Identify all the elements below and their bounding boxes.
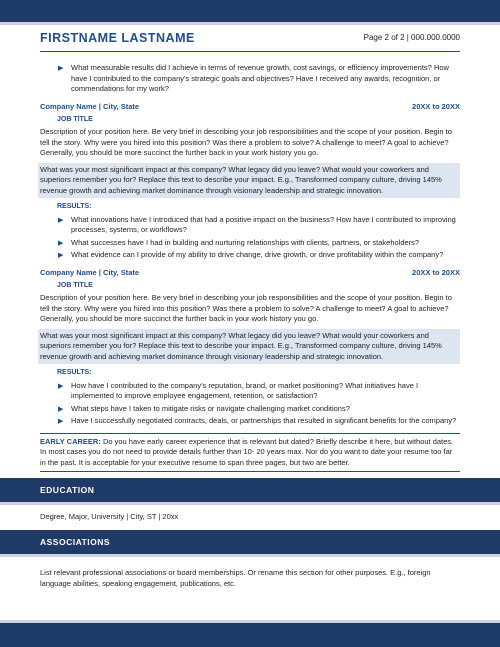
bullet-text: What successes have I had in building and nurturing relationships with clients, partners, or stakeholders?	[71, 237, 420, 247]
results-list	[40, 215, 460, 261]
job-description: Description of your position here. Be very brief in describing your job responsibilities and the scope of your position. Begin to tell the story. Why were you hired into this position? Was there a problem to solve? A challenge to meet? A goal to achieve? Generally, you should be more succinct the further back in your work history you go.	[40, 293, 452, 323]
triangle-bullet-icon: ▶	[58, 239, 64, 247]
job-dates: 20XX to 20XX	[412, 267, 460, 277]
bullet-text: How have I contributed to the company's reputation, brand, or market positioning? What initiatives have I implemented to improve employee engagement, retention, or satisfaction?	[71, 380, 419, 400]
candidate-name: FIRSTNAME LASTNAME	[40, 31, 195, 45]
top-accent-line	[0, 22, 500, 25]
bullet-text: Have I successfully negotiated contracts, deals, or partnerships that resulted in significant benefits for the company?	[71, 416, 457, 425]
page-info: Page 2 of 2 | 000.000.0000	[363, 33, 460, 42]
bullet-text: What measurable results did I achieve in terms of revenue growth, cost savings, or efficiency improvements? How have I contributed to the company's strategic goals and objectives? Have I received any awards, recognition, or commendations for my work?	[71, 63, 449, 93]
experience-section	[40, 63, 460, 472]
impact-highlight: What was your most significant impact at this company? What legacy did you leave? What would your coworkers and superiors remember you for? Replace this text to describe your impact. E.g., Transformed company culture, driving 145% revenue growth and achieving market dominance through visionary leadership and strategic innovation.	[38, 163, 460, 199]
associations-heading-bar	[0, 530, 500, 554]
list-item	[40, 238, 460, 249]
job-entry-2	[40, 268, 460, 427]
results-label: RESULTS:	[57, 203, 92, 210]
triangle-bullet-icon: ▶	[58, 418, 64, 425]
triangle-bullet-icon: ▶	[58, 65, 64, 72]
triangle-bullet-icon: ▶	[58, 216, 64, 224]
education-accent-line	[0, 502, 500, 505]
page-header	[40, 31, 460, 47]
bullet-text: What steps have I taken to mitigate risks or navigate challenging market conditions?	[71, 403, 350, 413]
associations-accent-line	[0, 554, 500, 557]
list-item	[40, 404, 460, 415]
triangle-bullet-icon: ▶	[58, 252, 64, 259]
list-item	[40, 63, 460, 95]
top-banner	[0, 0, 500, 22]
job-description: Description of your position here. Be very brief in describing your job responsibilities and the scope of your position. Begin to tell the story. Why were you hired into this position? Was there a problem to solve? A challenge to meet? A goal to achieve? Generally, you should be more succinct the further back in your work history you go.	[40, 127, 452, 157]
bottom-banner	[0, 623, 500, 647]
bullet-text: What evidence can I provide of my ability to drive change, drive growth, or drive profitability within the company?	[71, 250, 444, 259]
triangle-bullet-icon: ▶	[58, 382, 64, 390]
job-title: JOB TITLE	[57, 281, 93, 289]
education-heading: EDUCATION	[40, 485, 95, 495]
early-career-block	[40, 433, 460, 473]
list-item	[40, 250, 460, 261]
list-item	[40, 381, 460, 402]
education-heading-bar	[0, 478, 500, 502]
header-divider	[40, 51, 460, 52]
company-name: Company Name | City, State	[40, 101, 140, 111]
company-name: Company Name | City, State	[40, 267, 140, 277]
job-entry-1	[40, 102, 460, 261]
early-career-text: Do you have early career experience that is relevant but dated? Briefly describe it here, but without dates. In most cases you do not need to provide details further than 10- 20 years max. Nor do you want to date your resume too far in the past. It is acceptable for your executive resume to span three pages, but two are better.	[40, 436, 454, 467]
job-title: JOB TITLE	[57, 115, 93, 123]
early-career-label: EARLY CAREER:	[40, 436, 101, 446]
results-list	[40, 381, 460, 427]
job-dates: 20XX to 20XX	[412, 101, 460, 111]
impact-highlight: What was your most significant impact at this company? What legacy did you leave? What would your coworkers and superiors remember you for? Replace this text to describe your impact. E.g., Transformed company culture, driving 145% revenue growth and achieving market dominance through visionary leadership and strategic innovation.	[38, 329, 460, 365]
bullet-text: What innovations have I introduced that had a positive impact on the business? How have I contributed to improving processes, systems, or workflows?	[71, 214, 456, 234]
intro-bullet-list	[40, 63, 460, 95]
list-item	[40, 416, 460, 427]
triangle-bullet-icon: ▶	[58, 405, 64, 413]
results-label: RESULTS:	[57, 369, 92, 376]
list-item	[40, 215, 460, 236]
education-text: Degree, Major, University | City, ST | 20xx	[40, 512, 179, 521]
associations-heading: ASSOCIATIONS	[40, 537, 111, 547]
associations-text: List relevant professional associations or board memberships. Or rename this section for other purposes. E.g., foreign language abilities, speaking engagement, publications, etc.	[40, 568, 431, 588]
